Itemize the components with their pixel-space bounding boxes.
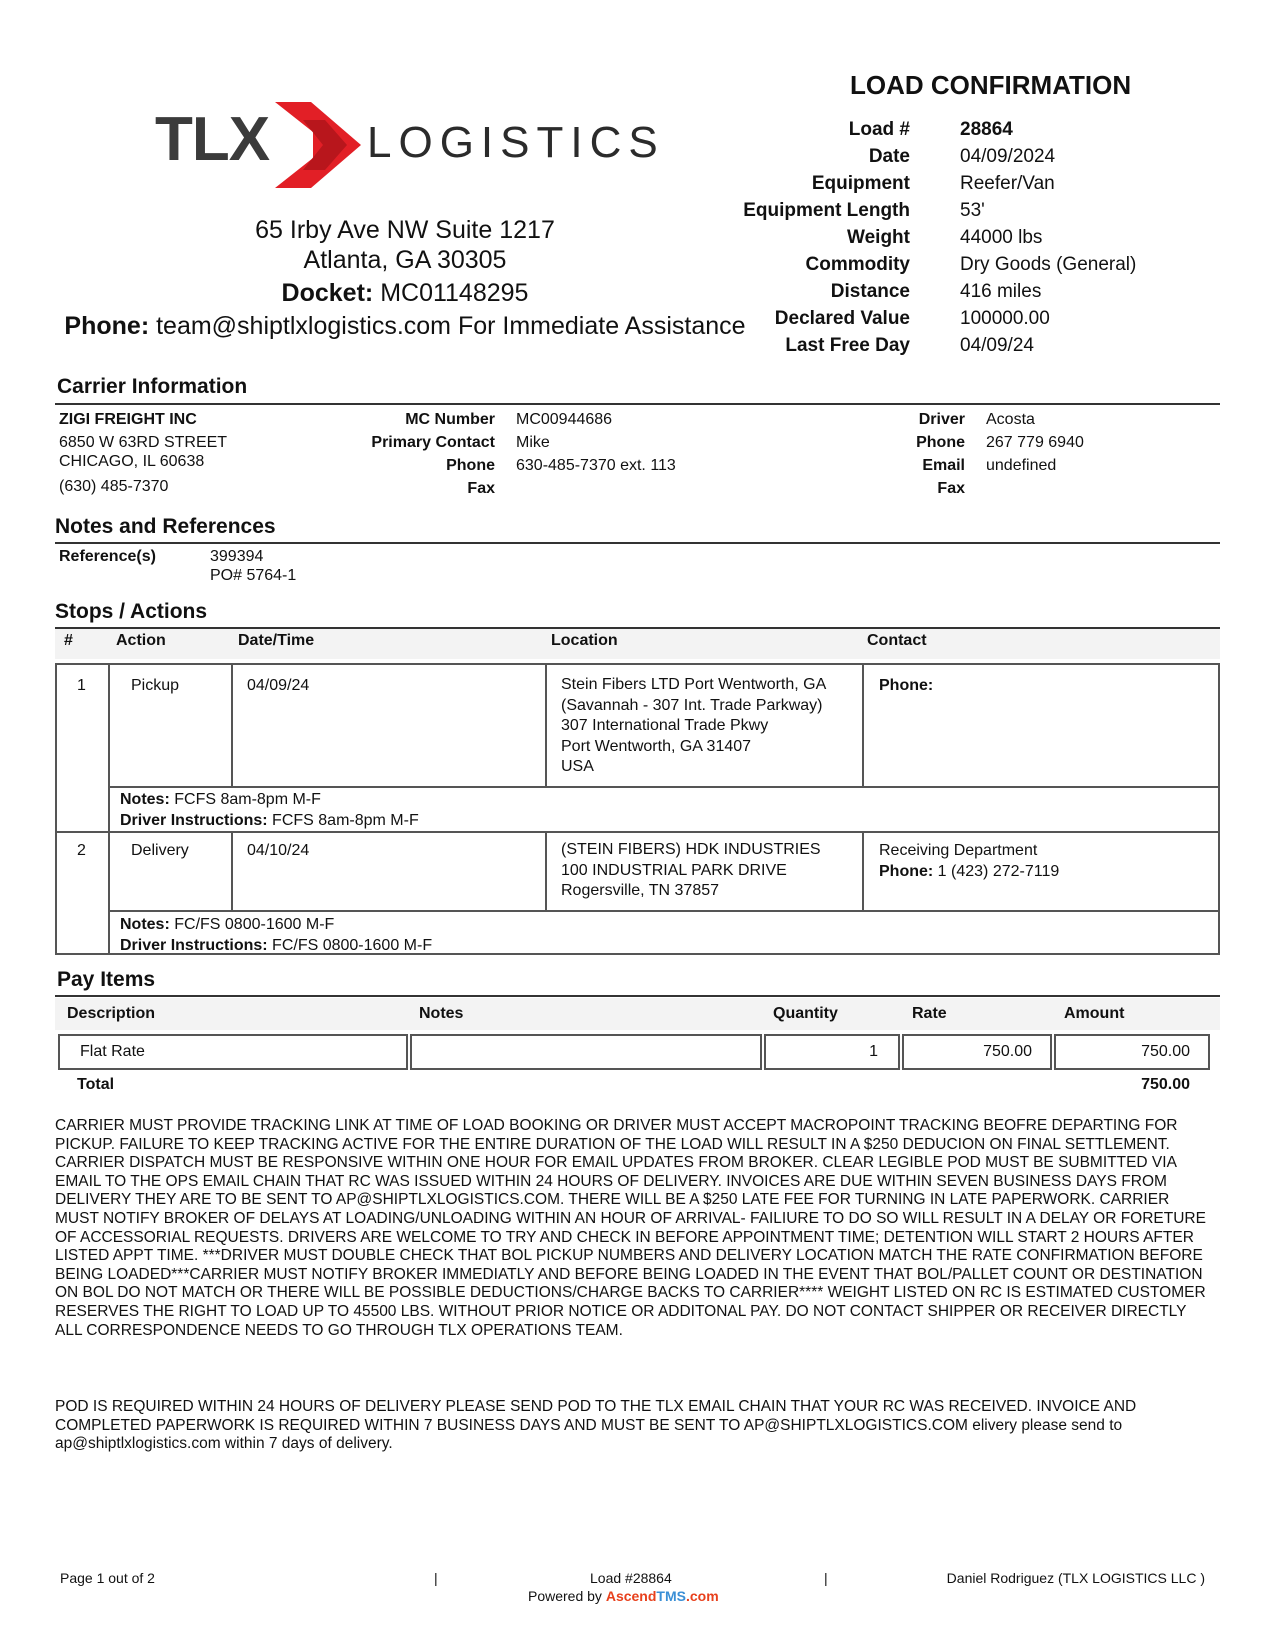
carrier-phone: (630) 485-7370	[59, 478, 169, 495]
mc-number-label: MC Number	[405, 411, 495, 428]
meta-label: Equipment Length	[743, 200, 910, 221]
stops-header-num: #	[64, 632, 73, 649]
stop-contact	[879, 840, 1059, 882]
driver-labels	[860, 408, 965, 500]
stop-notes	[120, 914, 432, 956]
location-line: USA	[561, 758, 594, 775]
terms-paragraph-1: CARRIER MUST PROVIDE TRACKING LINK AT TIME OF LOAD BOOKING OR DRIVER MUST ACCEPT MACROPOINT TRACKING BEOFRE DEPARTING FOR PICKUP. FAILURE TO KEEP TRACKING ACTIVE FOR THE ENTIRE DURATION OF THE LOAD WILL RESULT IN A $250 DEDUCION ON FINAL SETTLEMENT. CARRIER DISPATCH MUST BE RESPONSIVE WITHIN ONE HOUR FOR EMAIL UPDATES FROM BROKER. CLEAR LEGIBLE POD MUST BE SUBMITTED VIA EMAIL TO THE OPS EMAIL CHAIN THAT RC WAS ISSUED WITHIN 24 HOURS OF DELIVERY. INVOICES ARE DUE WITHIN SEVEN BUSINESS DAYS FROM DELIVERY THEY ARE TO BE SENT TO AP@SHIPTLXLOGISTICS.COM. THERE WILL BE A $250 LATE FEE FOR TURNING IN LATE PAPERWORK. CARRIER MUST NOTIFY BROKER OF DELAYS AT LOADING/UNLOADING WITHIN AN HOUR OF ARRIVAL- FAILIURE TO DO SO WILL RESULT IN A DELAY OR FORETURE OF ACCESSORIAL REQUESTS. DRIVERS ARE WELCOME TO TRY AND CHECK IN BEFORE APPOINTMENT TIME; DETENTION WILL START 2 HOURS AFTER LISTED APPT TIME. ***DRIVER MUST DOUBLE CHECK THAT BOL PICKUP NUMBERS AND DELIVERY LOCATION MATCH THE RATE CONFIRMATION BEFORE BEING LOADED***CARRIER MUST NOTIFY BROKER IMMEDIATLY AND BEFORE BEING LOADED IN THE EVENT THAT BOL/PALLET COUNT OR DESTINATION ON BOL DO NOT MATCH OR THERE WILL BE POSSIBLE DEDUCTIONS/CHARGE BACKS TO CARRIER**** WEIGHT LISTED ON RC IS ESTIMATED CUSTOMER RESERVES THE RIGHT TO LOAD UP TO 45500 LBS. WITHOUT PRIOR NOTICE OR ADDITONAL PAY. DO NOT CONTACT SHIPPER OR RECEIVER DIRECTLY ALL CORRESPONDENCE NEEDS TO GO THROUGH TLX OPERATIONS TEAM.	[55, 1117, 1206, 1339]
contact-phone: 1 (423) 272-7119	[937, 863, 1060, 880]
grid-line	[862, 831, 864, 911]
load-meta-table	[700, 116, 1220, 359]
driver-instructions-value: FCFS 8am-8pm M-F	[272, 812, 419, 829]
ascend-com-text: .com	[685, 1588, 719, 1604]
address-line-2: Atlanta, GA 30305	[303, 246, 507, 274]
references-label: Reference(s)	[59, 548, 156, 565]
meta-row-commodity	[700, 251, 1220, 278]
carrier-section-title: Carrier Information	[57, 375, 248, 398]
meta-value: 416 miles	[960, 281, 1042, 302]
logo-text-tlx: TLX	[155, 105, 270, 174]
primary-contact-value: Mike	[516, 434, 550, 451]
location-line: 307 International Trade Pkwy	[561, 717, 769, 734]
stops-header-location: Location	[551, 632, 618, 649]
footer-separator: |	[824, 1570, 828, 1586]
driver-label: Driver	[918, 411, 965, 428]
meta-value: 44000 lbs	[960, 227, 1043, 248]
pay-item-description: Flat Rate	[58, 1034, 408, 1070]
carrier-values	[516, 408, 816, 477]
mc-number-value: MC00944686	[516, 411, 613, 428]
company-logo	[155, 100, 665, 195]
meta-row-last-free-day	[700, 332, 1220, 359]
stops-header-action: Action	[116, 632, 166, 649]
carrier-city: CHICAGO, IL 60638	[59, 453, 205, 470]
meta-label: Weight	[847, 227, 910, 248]
driver-instructions-label: Driver Instructions:	[120, 937, 268, 954]
notes-section-title: Notes and References	[55, 515, 276, 538]
primary-contact-label: Primary Contact	[371, 434, 495, 451]
meta-value: Dry Goods (General)	[960, 254, 1137, 275]
powered-by-label: Powered by	[528, 1588, 602, 1604]
meta-row-weight	[700, 224, 1220, 251]
notes-value: FCFS 8am-8pm M-F	[174, 791, 321, 808]
meta-value: 04/09/24	[960, 335, 1034, 356]
location-line: (STEIN FIBERS) HDK INDUSTRIES	[561, 841, 821, 858]
meta-value: Reefer/Van	[960, 173, 1055, 194]
meta-label: Date	[868, 146, 910, 167]
driver-instructions-label: Driver Instructions:	[120, 812, 268, 829]
pay-table-header	[55, 998, 1220, 1030]
location-line: (Savannah - 307 Int. Trade Parkway)	[561, 696, 823, 714]
stops-table-header	[55, 629, 1220, 659]
driver-phone-value: 267 779 6940	[986, 434, 1084, 451]
carrier-section-rule	[55, 403, 1220, 405]
notes-section-rule	[55, 542, 1220, 544]
docket	[40, 278, 770, 308]
contact-phone-label: Phone:	[879, 863, 934, 880]
carrier-name: ZIGI FREIGHT INC	[59, 411, 197, 428]
driver-email-value: undefined	[986, 457, 1057, 474]
grid-line	[231, 665, 233, 787]
contact-name: Receiving Department	[879, 842, 1038, 859]
grid-line	[108, 910, 1218, 912]
driver-values	[986, 408, 1206, 477]
stop-location	[561, 840, 821, 902]
stop-number: 2	[77, 842, 86, 859]
carrier-fax-label: Fax	[467, 480, 495, 497]
meta-label: Last Free Day	[785, 335, 910, 356]
meta-label: Commodity	[805, 254, 910, 275]
logo-text-logistics: LOGISTICS	[367, 118, 665, 167]
meta-row-date	[700, 143, 1220, 170]
pay-header-notes: Notes	[419, 1005, 464, 1022]
terms-paragraph-2: POD IS REQUIRED WITHIN 24 HOURS OF DELIVERY PLEASE SEND POD TO THE TLX EMAIL CHAIN THAT YOUR RC WAS RECEIVED. INVOICE AND COMPLETED PAPERWORK IS REQUIRED WITHIN 7 BUSINESS DAYS AND MUST BE SENT TO AP@SHIPTLXLOGISTICS.COM elivery please send to ap@shiptlxlogistics.com within 7 days of delivery.	[55, 1398, 1137, 1453]
driver-value: Acosta	[986, 411, 1035, 428]
pay-item-amount: 750.00	[1054, 1034, 1210, 1070]
pay-header-rate: Rate	[912, 1005, 947, 1022]
location-line: Stein Fibers LTD Port Wentworth, GA	[561, 676, 827, 693]
meta-label: Declared Value	[774, 308, 910, 329]
meta-label: Load #	[848, 119, 910, 140]
references-values	[210, 547, 296, 585]
pay-total-label: Total	[77, 1076, 115, 1093]
reference-value: PO# 5764-1	[210, 567, 297, 584]
footer-separator: |	[434, 1570, 438, 1586]
pay-item-quantity: 1	[764, 1034, 900, 1070]
company-phone	[40, 311, 770, 341]
pay-header-quantity: Quantity	[773, 1005, 838, 1022]
location-line: Rogersville, TN 37857	[561, 882, 720, 899]
carrier-address	[59, 408, 319, 498]
stop-action: Pickup	[131, 677, 180, 694]
footer-powered-by	[528, 1588, 719, 1604]
pay-item-rate: 750.00	[902, 1034, 1052, 1070]
stop-action: Delivery	[131, 842, 189, 859]
company-phone-value: team@shiptlxlogistics.com For Immediate Assistance	[156, 312, 746, 340]
carrier-street: 6850 W 63RD STREET	[59, 434, 228, 451]
stops-section-title: Stops / Actions	[55, 600, 208, 623]
carrier-phone-value: 630-485-7370 ext. 113	[516, 457, 676, 474]
ascend-logo-text: Ascend	[605, 1588, 657, 1604]
logo-chevron-icon	[273, 100, 363, 190]
grid-line	[545, 665, 547, 787]
stop-date: 04/09/24	[247, 677, 310, 694]
grid-line	[108, 786, 1218, 788]
stop-notes	[120, 789, 419, 831]
stop-location	[561, 675, 826, 778]
meta-value: 04/09/2024	[960, 146, 1056, 167]
carrier-phone-label: Phone	[446, 457, 495, 474]
meta-label: Distance	[830, 281, 910, 302]
docket-value: MC01148295	[380, 279, 529, 307]
footer-page: Page 1 out of 2	[60, 1570, 155, 1586]
company-address-block	[40, 215, 770, 341]
stop-contact	[879, 675, 933, 696]
stop-date: 04/10/24	[247, 842, 310, 859]
meta-value: 100000.00	[960, 308, 1050, 329]
stop-number: 1	[77, 677, 86, 694]
pay-header-description: Description	[67, 1005, 156, 1022]
location-line: 100 INDUSTRIAL PARK DRIVE	[561, 861, 787, 879]
ascend-tms-text: TMS	[656, 1588, 686, 1604]
grid-line	[862, 665, 864, 787]
grid-line	[231, 831, 233, 911]
meta-row-equipment	[700, 170, 1220, 197]
pay-header-amount: Amount	[1064, 1005, 1125, 1022]
grid-line	[545, 831, 547, 911]
stops-table	[55, 663, 1220, 955]
driver-fax-label: Fax	[937, 480, 965, 497]
footer-user: Daniel Rodriguez (TLX LOGISTICS LLC )	[946, 1570, 1205, 1586]
driver-instructions-value: FC/FS 0800-1600 M-F	[272, 937, 433, 954]
meta-label: Equipment	[811, 173, 910, 194]
stops-header-contact: Contact	[867, 632, 927, 649]
pay-total-value: 750.00	[1141, 1076, 1190, 1093]
document-title: LOAD CONFIRMATION	[850, 70, 1132, 100]
footer-load: Load #28864	[590, 1570, 672, 1586]
address-line-1: 65 Irby Ave NW Suite 1217	[255, 216, 555, 244]
notes-label: Notes:	[120, 916, 170, 933]
meta-value: 53'	[960, 200, 985, 221]
docket-label: Docket:	[281, 279, 374, 307]
location-line: Port Wentworth, GA 31407	[561, 737, 752, 755]
driver-phone-label: Phone	[916, 434, 965, 451]
carrier-labels	[330, 408, 495, 500]
meta-row-distance	[700, 278, 1220, 305]
driver-email-label: Email	[922, 457, 965, 474]
pay-section-rule	[55, 995, 1220, 997]
notes-label: Notes:	[120, 791, 170, 808]
meta-row-declared-value	[700, 305, 1220, 332]
meta-value: 28864	[960, 119, 1013, 140]
meta-row-equipment-length	[700, 197, 1220, 224]
pay-section-title: Pay Items	[57, 968, 156, 991]
stops-header-datetime: Date/Time	[238, 632, 315, 649]
pay-item-notes	[410, 1034, 762, 1070]
notes-value: FC/FS 0800-1600 M-F	[174, 916, 335, 933]
contact-phone-label: Phone:	[879, 677, 934, 694]
company-phone-label: Phone:	[64, 312, 150, 340]
reference-value: 399394	[210, 548, 264, 565]
meta-row-load	[700, 116, 1220, 143]
